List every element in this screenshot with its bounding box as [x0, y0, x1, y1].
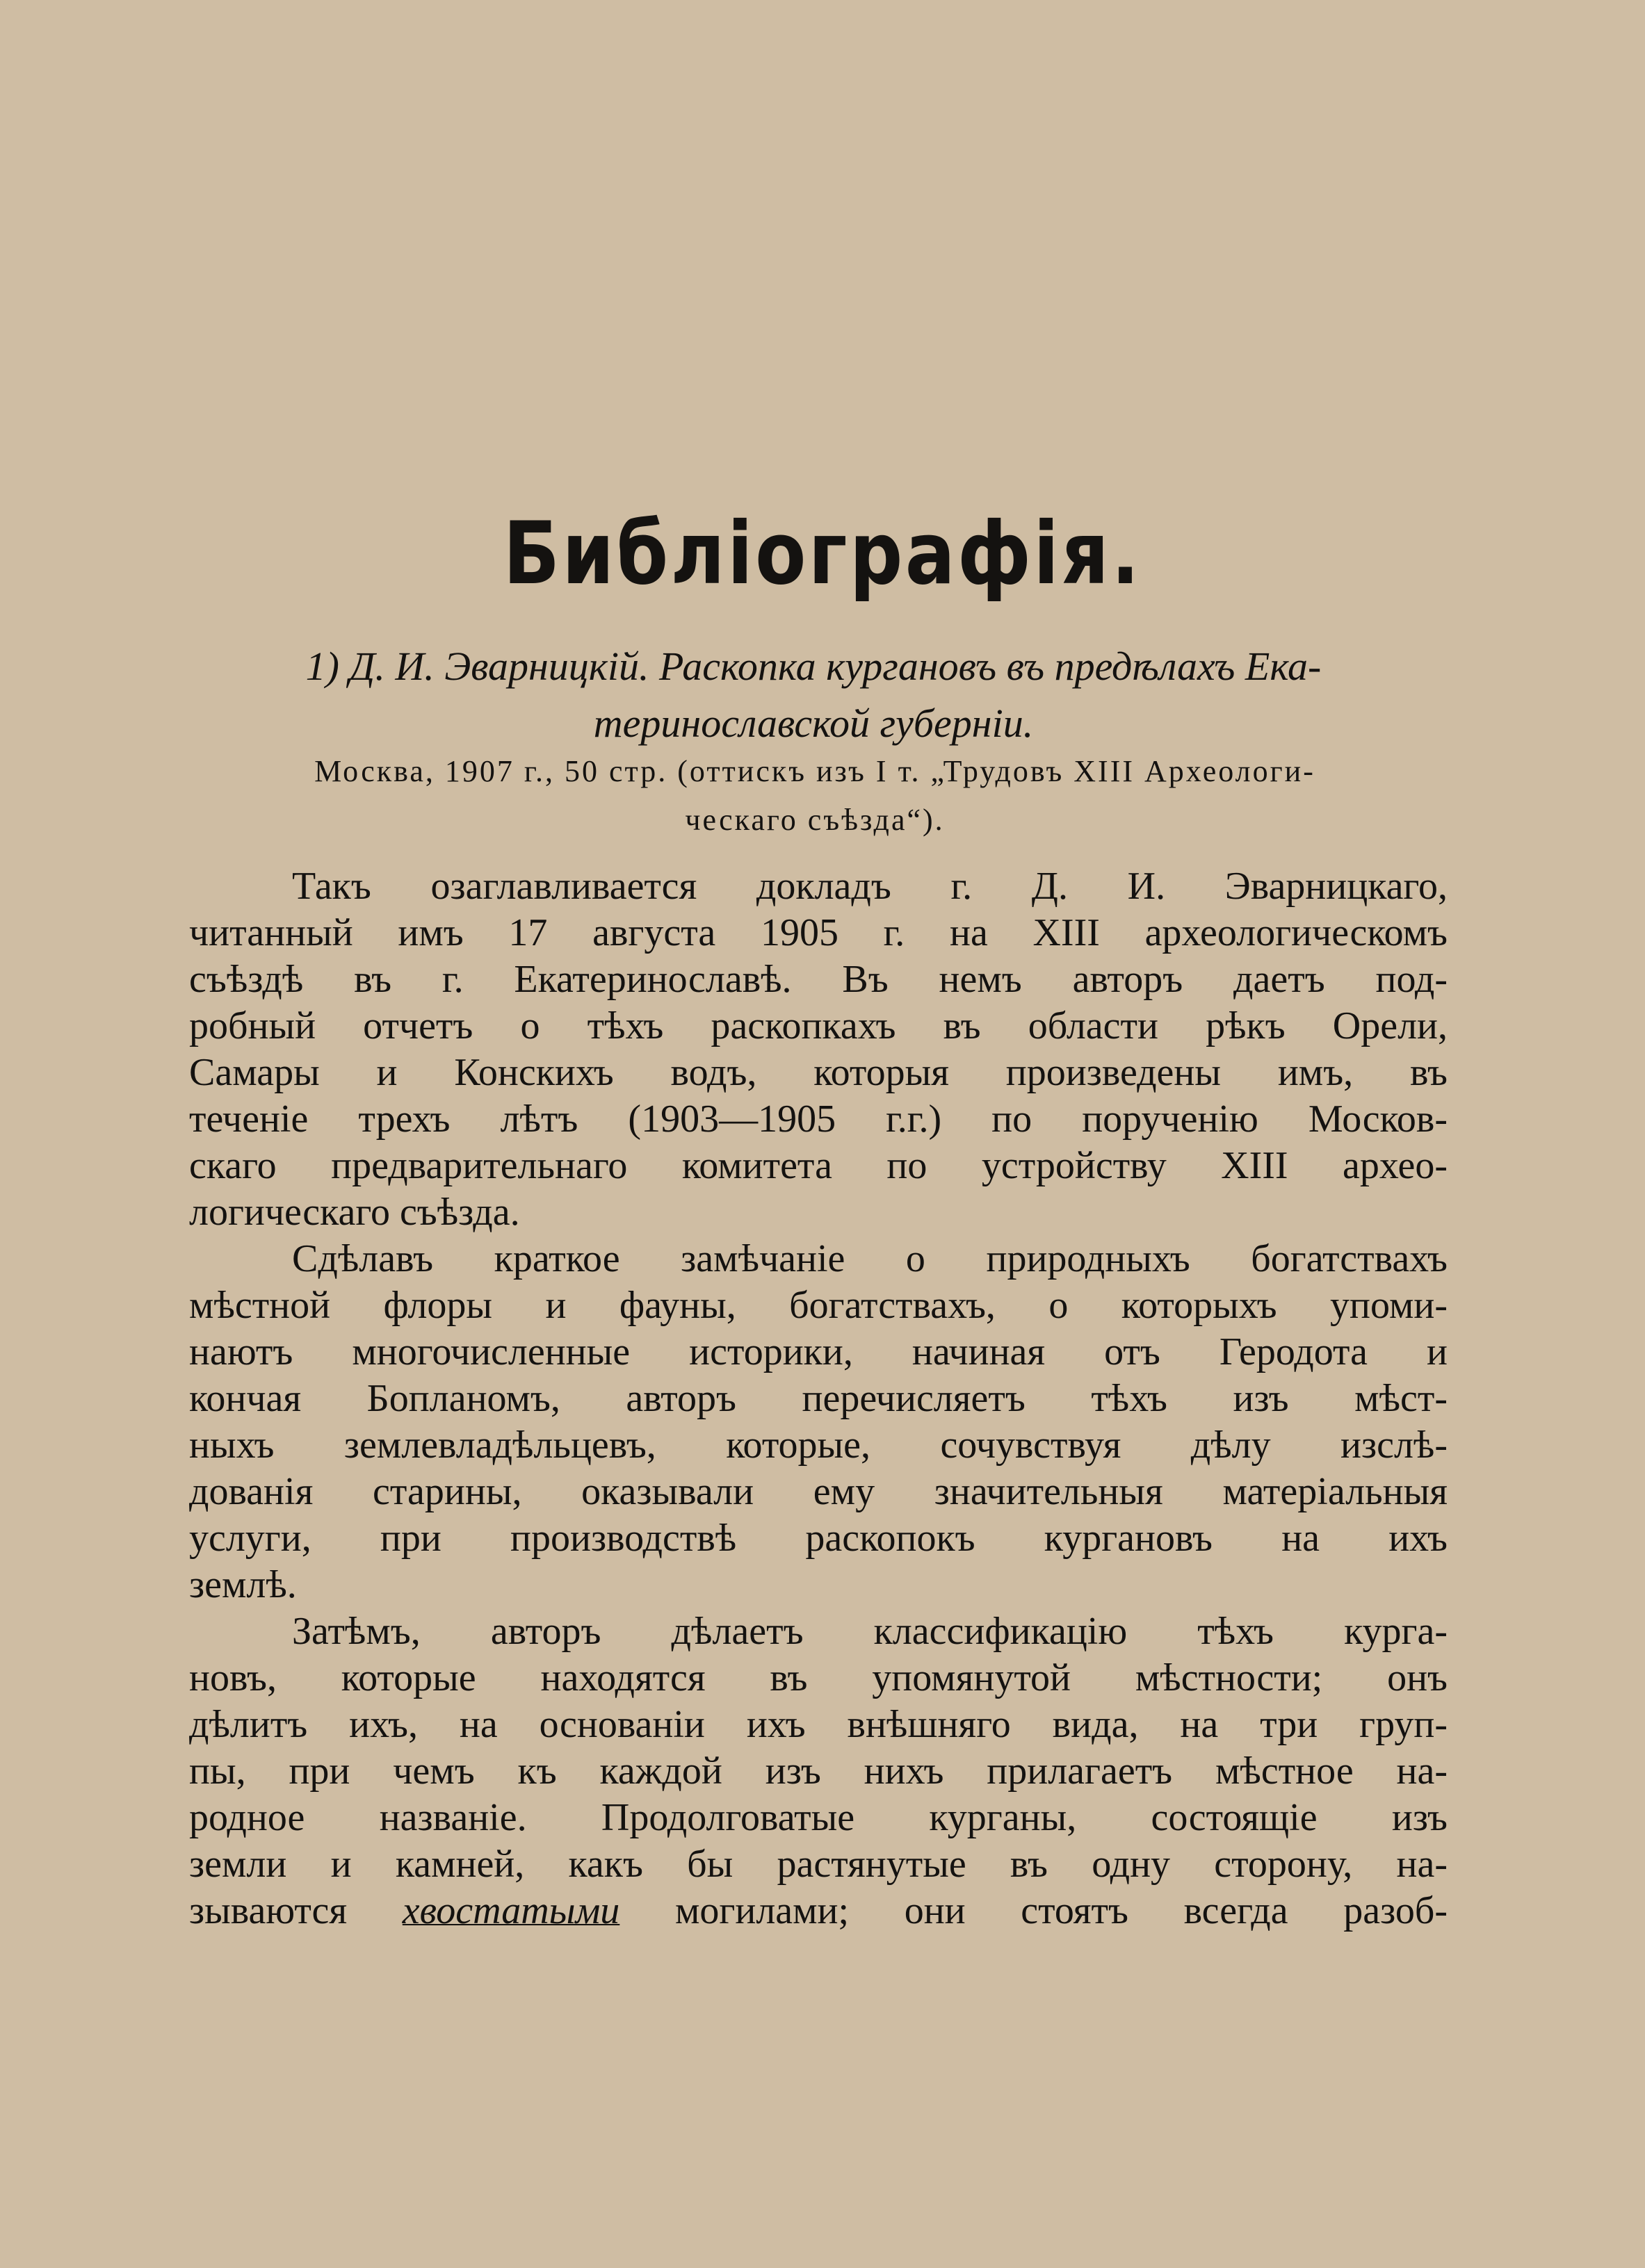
page-heading: Библіографія.	[503, 504, 1142, 604]
paragraph-3	[189, 1608, 1448, 1934]
entry-title-line-1: 1) Д. И. Эварницкій. Раскопка кургановъ въ предѣлахъ Ека-	[305, 644, 1322, 689]
paragraph-line: робный отчетъ о тѣхъ раскопкахъ въ области рѣкъ Орели,	[189, 1004, 1448, 1047]
paragraph-line: дованія старины, оказывали ему значительныя матеріальныя	[189, 1470, 1448, 1513]
text-after-emphasis: могилами; они стоятъ всегда разоб-	[674, 1889, 1448, 1932]
paragraph-line: Затѣмъ, авторъ дѣлаетъ классификацію тѣхъ курга-	[292, 1610, 1448, 1653]
paragraph-line: скаго предварительнаго комитета по устройству XIII архео-	[189, 1144, 1448, 1187]
paragraph-line: логическаго съѣзда.	[189, 1191, 520, 1234]
entry-meta-line-1: Москва, 1907 г., 50 стр. (оттискъ изъ I т. „Трудовъ XIII Археологи-	[314, 754, 1315, 788]
paragraph-line: землѣ.	[189, 1563, 297, 1606]
emphasized-word: хвостатыми	[402, 1889, 620, 1932]
paragraph-line: съѣздѣ въ г. Екатеринославѣ. Въ немъ авторъ даетъ под-	[189, 958, 1448, 1001]
paragraph-line: Такъ озаглавливается докладъ г. Д. И. Эварницкаго,	[292, 865, 1448, 908]
paragraph-1	[189, 863, 1448, 1236]
entry-meta-line-2: ческаго съѣзда“).	[685, 803, 945, 837]
paragraph-line: новъ, которые находятся въ упомянутой мѣстности; онъ	[189, 1656, 1448, 1699]
paragraph-last-line	[189, 1888, 1448, 1934]
paragraph-line: услуги, при производствѣ раскопокъ кургановъ на ихъ	[189, 1517, 1448, 1560]
paragraph-line: ныхъ землевладѣльцевъ, которые, сочувствуя дѣлу изслѣ-	[189, 1423, 1448, 1467]
paragraph-line: мѣстной флоры и фауны, богатствахъ, о которыхъ упоми-	[189, 1284, 1448, 1327]
paragraph-line: родное названіе. Продолговатые курганы, состоящіе изъ	[189, 1796, 1448, 1839]
entry-publication-info	[182, 747, 1448, 845]
entry-title-line-2: теринославской губерніи.	[593, 701, 1034, 746]
paragraph-line: Самары и Конскихъ водъ, которыя произведены имъ, въ	[189, 1051, 1448, 1094]
review-body	[189, 863, 1448, 1934]
paragraph-line: читанный имъ 17 августа 1905 г. на XIII археологическомъ	[189, 911, 1448, 954]
entry-title	[174, 638, 1453, 752]
paragraph-line: наютъ многочисленные историки, начиная отъ Геродота и	[189, 1330, 1448, 1373]
paragraph-line: дѣлитъ ихъ, на основаніи ихъ внѣшняго вида, на три груп-	[189, 1703, 1448, 1746]
paragraph-line: пы, при чемъ къ каждой изъ нихъ прилагаетъ мѣстное на-	[189, 1749, 1448, 1793]
paragraph-line: кончая Бопланомъ, авторъ перечисляетъ тѣхъ изъ мѣст-	[189, 1377, 1448, 1420]
text-before-emphasis: зываются	[189, 1889, 348, 1932]
paragraph-line: земли и камней, какъ бы растянутые въ одну сторону, на-	[189, 1843, 1448, 1886]
paragraph-2	[189, 1236, 1448, 1608]
paragraph-line: теченіе трехъ лѣтъ (1903—1905 г.г.) по порученію Москов-	[189, 1098, 1448, 1141]
paragraph-line: Сдѣлавъ краткое замѣчаніе о природныхъ богатствахъ	[292, 1237, 1448, 1280]
